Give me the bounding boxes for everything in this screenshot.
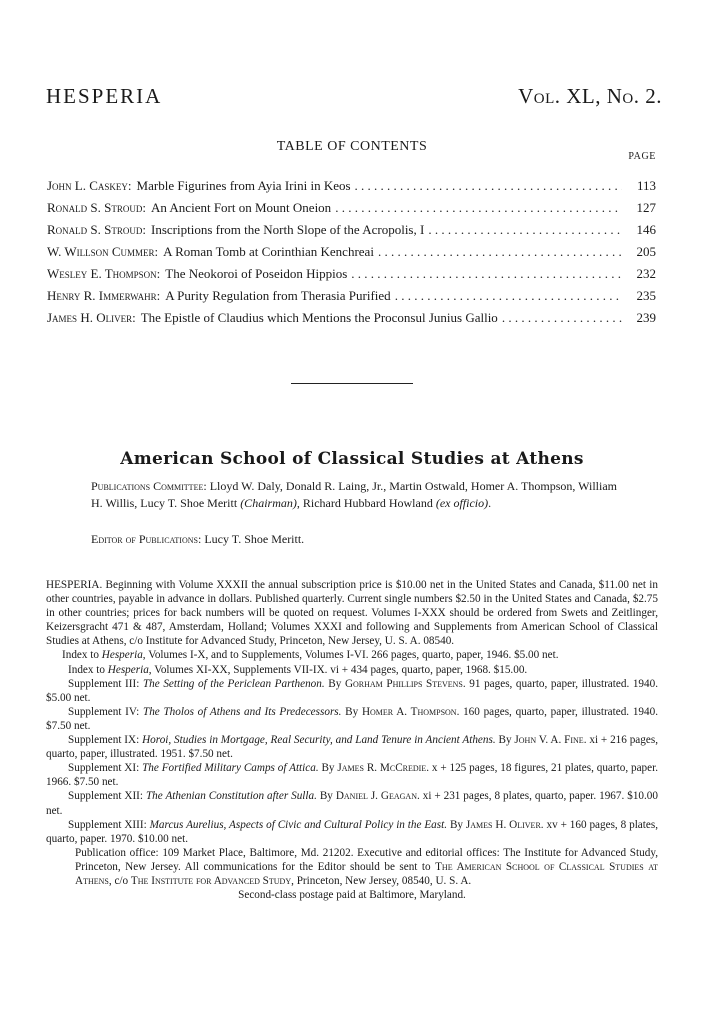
toc-author: W. Willson Cummer: — [47, 244, 159, 259]
toc-article-title: An Ancient Fort on Mount Oneion — [151, 200, 332, 215]
subscription-information — [46, 578, 658, 902]
supplement-entry: Supplement III: The Setting of the Periclean Parthenon. By Gorham Phillips Stevens. 91 pages, quarto, paper, illustrated. 1940. $5.00 net. — [46, 677, 659, 704]
committee-members: Lloyd W. Daly, Donald R. Laing, Jr., Martin Ostwald, Homer A. Thompson, William H. Willis, Lucy T. Shoe Meritt — [91, 479, 618, 510]
toc-page-number: 239 — [636, 310, 656, 325]
supplement-entry: Supplement IX: Horoi, Studies in Mortgage, Real Security, and Land Tenure in Ancient Athens. By John V. A. Fine. xi + 216 pages, quarto, paper, illustrated. 1951. $7.50 net. — [46, 734, 658, 761]
editor-name: Lucy T. Shoe Meritt. — [204, 532, 305, 546]
toc-article-title: Inscriptions from the North Slope of the Acropolis, I — [151, 222, 425, 237]
toc-author: James H. Oliver: — [47, 310, 136, 325]
toc-entry — [47, 178, 656, 200]
toc-page-number: 113 — [636, 178, 656, 193]
school-name-heading: American School of Classical Studies at Athens — [120, 449, 584, 469]
toc-title: TABLE OF CONTENTS — [276, 139, 428, 154]
supplement-entry: Supplement XI: The Fortified Military Camps of Attica. By James R. McCredie. x + 125 pages, 18 figures, 21 plates, quarto, paper. 1966. $7.50 net. — [46, 762, 658, 789]
toc-author: Ronald S. Stroud: — [47, 200, 146, 215]
toc-page-number: 205 — [636, 244, 656, 259]
chairman-note: (Chairman) — [240, 496, 297, 510]
page-column-label: PAGE — [628, 151, 656, 162]
supplement-entry: Supplement IV: The Tholos of Athens and Its Predecessors. By Homer A. Thompson. 160 pages, quarto, paper, illustrated. 1940. $7.50 net. — [46, 705, 658, 732]
toc-page-number: 232 — [636, 266, 656, 281]
toc-leader — [355, 178, 622, 194]
toc-leader — [351, 266, 622, 282]
toc-article-title: The Epistle of Claudius which Mentions the Proconsul Junius Gallio — [140, 310, 498, 325]
toc-entry — [47, 288, 656, 310]
toc-entry — [47, 266, 656, 288]
subscription-paragraph: HESPERIA. Beginning with Volume XXXII the annual subscription price is $10.00 net in the United States and Canada, $11.00 net in other countries, payable in advance in dollars. Published quarterly. Current single numbers $2.50 in the United States and Canada, $2.75 in other countries; prices for back numbers will be quoted on request. Volumes I-XXX should be ordered from Swets and Zeitlinger, Keizersgracht 471 & 487, Amsterdam, Holland; Volumes XXXI and following and Supplements from American School of Classical Studies at Athens, c/o Institute for Advanced Study, Princeton, New Jersey, U. S. A. 08540. — [46, 579, 658, 648]
toc-article-title: A Purity Regulation from Therasia Purified — [165, 288, 391, 303]
toc-article-title: Marble Figurines from Ayia Irini in Keos — [136, 178, 351, 193]
supplement-entry: Supplement XIII: Marcus Aurelius, Aspects of Civic and Cultural Policy in the East. By James H. Oliver. xv + 160 pages, 8 plates, quarto, paper. 1970. $10.00 net. — [46, 818, 659, 845]
volume-number: Vol. XL, No. 2. — [518, 84, 662, 108]
toc-leader — [428, 222, 622, 238]
supplement-entry: Supplement XII: The Athenian Constitution after Sulla. By Daniel J. Geagan. xi + 231 pages, 8 plates, quarto, paper. 1967. $10.00 net. — [46, 790, 658, 817]
toc-article-title: A Roman Tomb at Corinthian Kenchreai — [163, 244, 374, 259]
index-entry: Index to Hesperia, Volumes I-X, and to Supplements, Volumes I-VI. 266 pages, quarto, paper, 1946. $5.00 net. — [62, 649, 559, 662]
committee-member-howland: , Richard Hubbard Howland — [296, 496, 433, 510]
toc-article-title: The Neokoroi of Poseidon Hippios — [165, 266, 348, 281]
toc-page-number: 146 — [636, 222, 656, 237]
toc-author: Wesley E. Thompson: — [47, 266, 161, 281]
toc-author: Henry R. Immerwahr: — [47, 288, 161, 303]
publication-office-paragraph: Publication office: 109 Market Place, Baltimore, Md. 21202. Executive and editorial offices: The Institute for Advanced Study, Princeton, New Jersey. All communications for the Editor should be sent to The American School of Classical Studies at Athens, c/o The Institute for Advanced Study, Princeton, New Jersey, 08540, U. S. A. — [75, 846, 658, 887]
toc-entry — [47, 244, 656, 266]
index-entry: Index to Hesperia, Volumes XI-XX, Supplements VII-IX. vi + 434 pages, quarto, paper, 1968. $15.00. — [68, 663, 528, 676]
editor-line — [91, 532, 304, 547]
toc-author: Ronald S. Stroud: — [47, 222, 146, 237]
toc-leader — [502, 310, 622, 326]
table-of-contents — [47, 178, 656, 332]
toc-leader — [378, 244, 622, 260]
toc-page-number: 127 — [636, 200, 656, 215]
editor-label: Editor of Publications: — [91, 532, 202, 546]
postage-note: Second-class postage paid at Baltimore, Maryland. — [238, 889, 466, 902]
section-divider — [291, 383, 413, 384]
toc-entry — [47, 200, 656, 222]
publications-committee: Publications Committee: Lloyd W. Daly, Donald R. Laing, Jr., Martin Ostwald, Homer A. Thompson, William H. Willis, Lucy T. Shoe Meritt (Chairman), Richard Hubbard Howland (ex officio). — [91, 479, 618, 510]
toc-author: John L. Caskey: — [47, 178, 132, 193]
toc-entry — [47, 222, 656, 244]
toc-leader — [335, 200, 622, 216]
toc-entry — [47, 310, 656, 332]
journal-title: HESPERIA — [46, 84, 163, 108]
toc-leader — [395, 288, 622, 304]
committee-label: Publications Committee: — [91, 479, 207, 493]
running-header — [46, 84, 662, 114]
ex-officio-note: (ex officio) — [435, 496, 489, 510]
toc-page-number: 235 — [636, 288, 656, 303]
